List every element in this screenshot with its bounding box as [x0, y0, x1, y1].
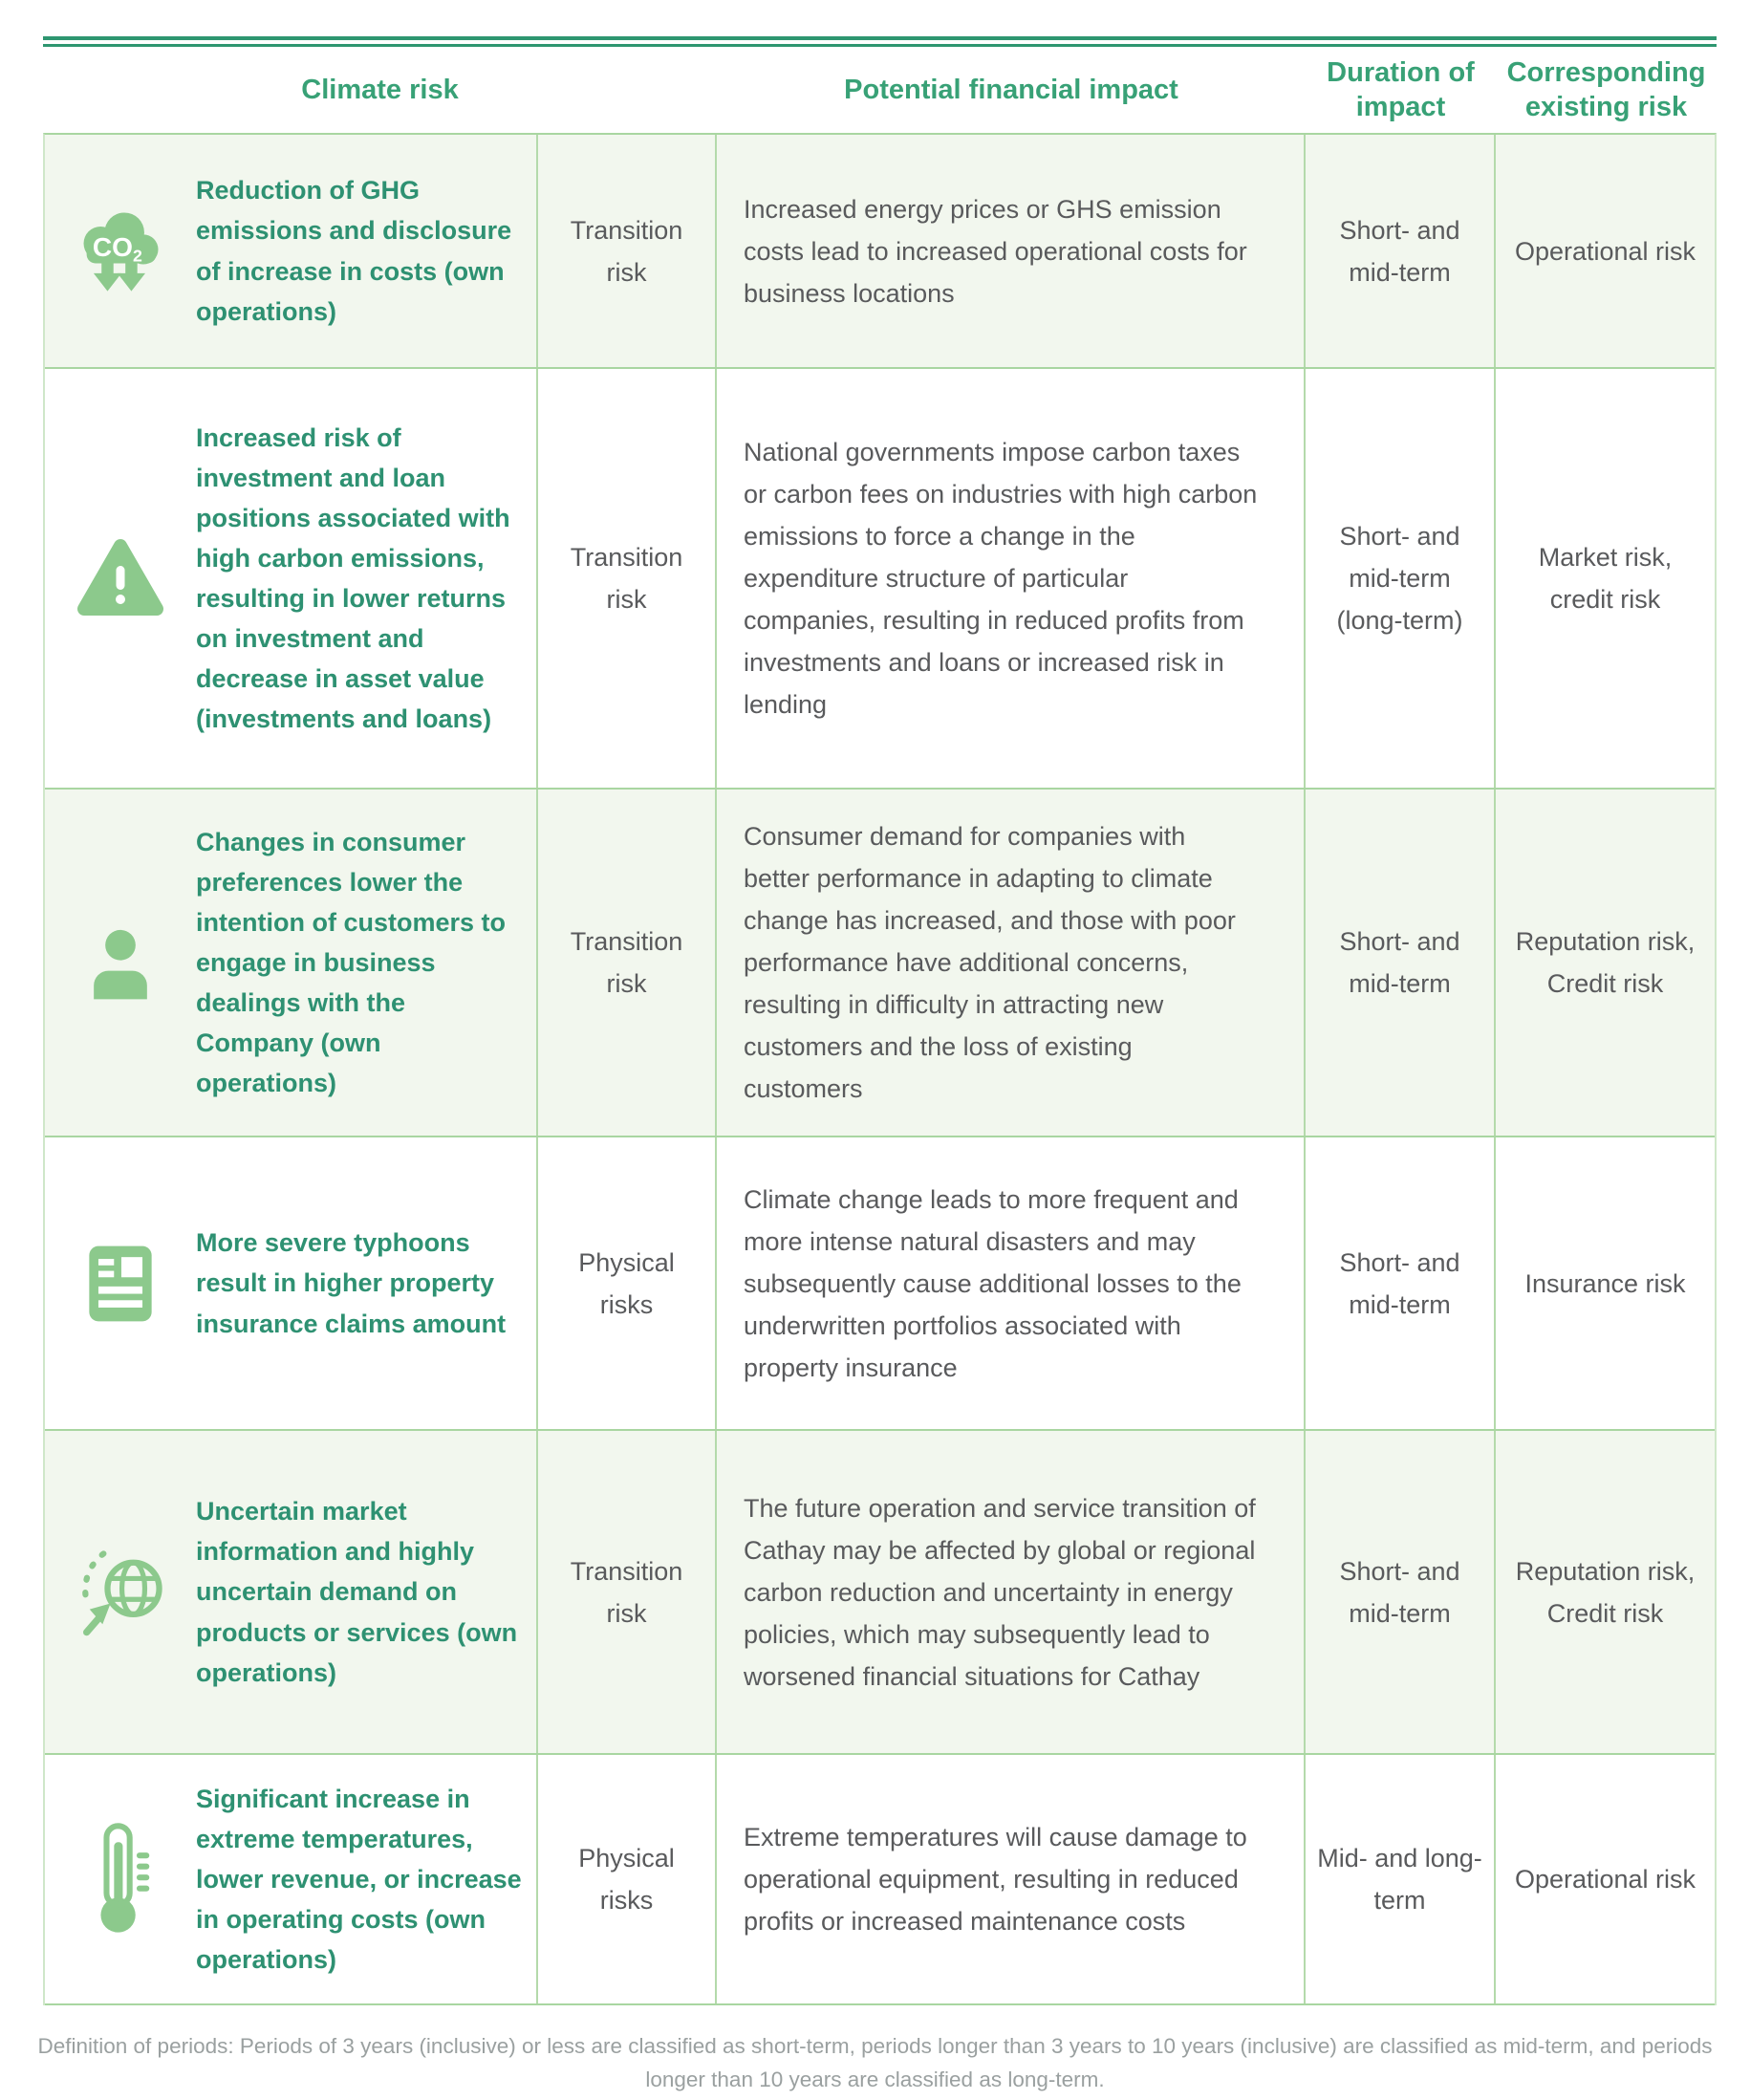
- climate-risk-cell: [45, 135, 538, 367]
- insurance-claims-document-icon: [45, 1238, 196, 1330]
- globe-market-trend-icon: [45, 1543, 196, 1642]
- existing-risk-cell: Operational risk: [1514, 236, 1696, 266]
- financial-impact-cell: Increased energy prices or GHS emission costs lead to increased operational costs for business locations: [717, 135, 1306, 367]
- existing-risk-cell: Operational risk: [1514, 1865, 1696, 1894]
- co2-emissions-icon: [45, 202, 196, 301]
- climate-risk-table: [43, 36, 1717, 2005]
- table-body: [43, 133, 1717, 2005]
- table-row: [45, 135, 1715, 369]
- thermometer-icon: [45, 1821, 196, 1938]
- table-header-row: [43, 47, 1717, 133]
- financial-impact-cell: The future operation and service transition of Cathay may be affected by global or regional carbon reduction and uncertainty in energy policies, which may subsequently lead to worsened financial situations for Cathay: [717, 1431, 1306, 1753]
- risk-type-cell: Physical risks: [538, 1137, 717, 1429]
- climate-risk-text: Uncertain market information and highly uncertain demand on products or services (own operations): [196, 1497, 518, 1687]
- duration-cell: Short- and mid-term: [1306, 1137, 1496, 1429]
- climate-risk-cell: [45, 1755, 538, 2003]
- existing-risk-cell: Reputation risk, Credit risk: [1515, 1556, 1696, 1628]
- existing-risk-cell: Market risk, credit risk: [1538, 543, 1673, 614]
- person-icon: [45, 917, 196, 1008]
- climate-risk-cell: [45, 790, 538, 1136]
- col-header-duration: Duration of impact: [1327, 56, 1475, 122]
- climate-risk-cell: [45, 1431, 538, 1753]
- risk-type-cell: Physical risks: [538, 1755, 717, 2003]
- financial-impact-cell: Extreme temperatures will cause damage to operational equipment, resulting in reduced profits or increased maintenance costs: [717, 1755, 1306, 2003]
- duration-cell: Short- and mid-term (long-term): [1306, 369, 1496, 788]
- duration-cell: Short- and mid-term: [1306, 135, 1496, 367]
- climate-risk-text: Significant increase in extreme temperatures, lower revenue, or increase in operating costs (own operations): [196, 1784, 522, 1975]
- duration-cell: Short- and mid-term: [1306, 1431, 1496, 1753]
- climate-risk-cell: [45, 1137, 538, 1429]
- financial-impact-cell: Climate change leads to more frequent and more intense natural disasters and may subsequently cause additional losses to the underwritten portfolios associated with property insurance: [717, 1137, 1306, 1429]
- col-header-financial-impact: Potential financial impact: [844, 74, 1178, 105]
- table-row: [45, 369, 1715, 790]
- climate-risk-text: Reduction of GHG emissions and disclosure of increase in costs (own operations): [196, 176, 512, 326]
- duration-cell: Mid- and long-term: [1306, 1755, 1496, 2003]
- climate-risk-cell: [45, 369, 538, 788]
- risk-type-cell: Transition risk: [538, 369, 717, 788]
- table-row: [45, 1137, 1715, 1431]
- financial-impact-cell: National governments impose carbon taxes or carbon fees on industries with high carbon emissions to force a change in the expenditure structure of particular companies, resulting in reduced profits from investments and loans or increased risk in lending: [717, 369, 1306, 788]
- existing-risk-cell: Insurance risk: [1524, 1268, 1686, 1298]
- risk-type-cell: Transition risk: [538, 790, 717, 1136]
- climate-risk-text: Changes in consumer preferences lower the intention of customers to engage in business dealings with the Company (own operations): [196, 827, 506, 1098]
- risk-type-cell: Transition risk: [538, 135, 717, 367]
- svg-text:CO2: CO2: [92, 231, 142, 265]
- table-row: [45, 1755, 1715, 2005]
- table-row: [45, 1431, 1715, 1755]
- warning-triangle-icon: [45, 530, 196, 626]
- risk-type-cell: Transition risk: [538, 1431, 717, 1753]
- financial-impact-cell: Consumer demand for companies with better performance in adapting to climate change has increased, and those with poor performance have additional concerns, resulting in difficulty in attracting new customers and the loss of existing customers: [717, 790, 1306, 1136]
- col-header-existing-risk: Corresponding existing risk: [1506, 56, 1706, 122]
- climate-risk-text: More severe typhoons result in higher property insurance claims amount: [196, 1228, 507, 1338]
- col-header-climate-risk: Climate risk: [301, 74, 459, 105]
- duration-cell: Short- and mid-term: [1306, 790, 1496, 1136]
- climate-risk-text: Increased risk of investment and loan positions associated with high carbon emissions, resulting in lower returns on investment and decrease in asset value (investments and loans): [196, 422, 510, 734]
- existing-risk-cell: Reputation risk, Credit risk: [1515, 927, 1696, 998]
- table-row: [45, 790, 1715, 1137]
- periods-definition-footnote: Definition of periods: Periods of 3 years (inclusive) or less are classified as short-term, periods longer than 3 years to 10 years (inclusive) are classified as mid-term, and periods longer than 10 years are classified as long-term.: [37, 2034, 1713, 2091]
